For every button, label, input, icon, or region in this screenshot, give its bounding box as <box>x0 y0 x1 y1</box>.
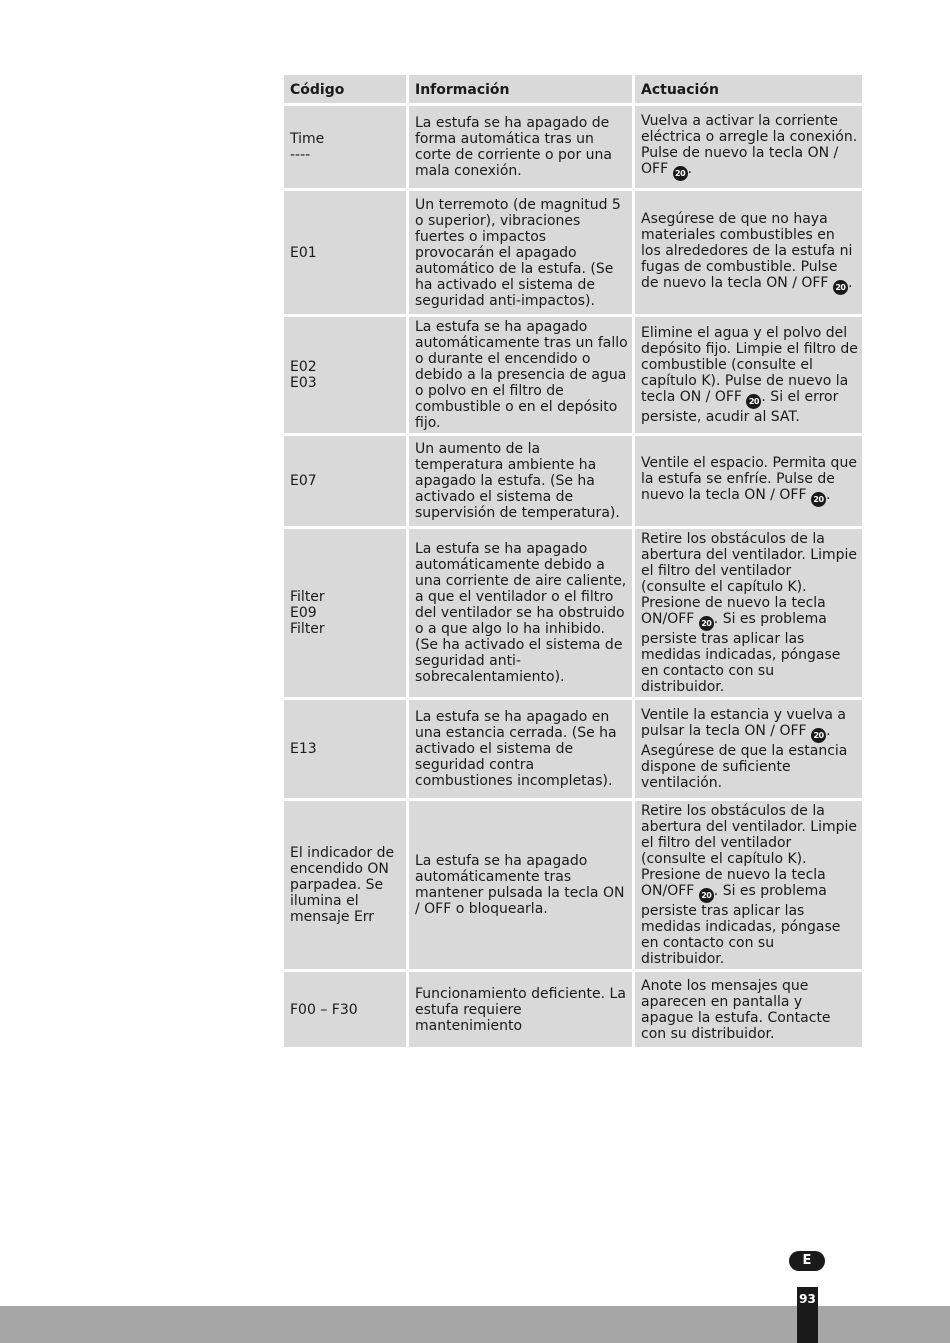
code-cell: E02 E03 <box>284 317 409 436</box>
page-number-tab <box>797 1287 818 1343</box>
table-row <box>284 436 862 529</box>
action-cell: Ventile la estancia y vuelva a pulsar la tecla ON / OFF 20 . Asegúrese de que la estancia dispone de suficiente ventilación. <box>635 700 862 801</box>
table-row <box>284 529 862 700</box>
action-cell: Elimine el agua y el polvo del depósito fijo. Limpie el filtro de combustible (consulte el capítulo K). Pulse de nuevo la tecla ON / OFF 20 . Si el error persiste, acudir al SAT. <box>635 317 862 436</box>
key-20-badge: 20 <box>811 492 826 507</box>
key-20-badge: 20 <box>746 394 761 409</box>
key-20-badge: 20 <box>811 728 826 743</box>
action-cell: Retire los obstáculos de la abertura del ventilador. Limpie el filtro del ventilador (consulte el capítulo K). Presione de nuevo la tecla ON/OFF 20 . Si es problema persiste tras aplicar las medidas indicadas, póngase en contacto con su distribuidor. <box>635 529 862 700</box>
code-cell: Time ---- <box>284 106 409 191</box>
header-info: Información <box>409 75 635 106</box>
table-header-row <box>284 75 862 106</box>
info-cell: Funcionamiento deficiente. La estufa requiere mantenimiento <box>409 972 635 1050</box>
code-cell: El indicador de encendido ON parpadea. Se ilumina el mensaje Err <box>284 801 409 972</box>
action-cell: Retire los obstáculos de la abertura del ventilador. Limpie el filtro del ventilador (consulte el capítulo K). Presione de nuevo la tecla ON/OFF 20 . Si es problema persiste tras aplicar las medidas indicadas, póngase en contacto con su distribuidor. <box>635 801 862 972</box>
info-cell: La estufa se ha apagado automáticamente debido a una corriente de aire caliente, a que el ventilador o el filtro del ventilador se ha obstruido o a que algo lo ha inhibido. (Se ha activado el sistema de seguridad anti-sobrecalentamiento). <box>409 529 635 700</box>
table-row <box>284 106 862 191</box>
info-cell: La estufa se ha apagado de forma automática tras un corte de corriente o por una mala conexión. <box>409 106 635 191</box>
table-row <box>284 317 862 436</box>
table-row <box>284 972 862 1050</box>
code-cell: Filter E09 Filter <box>284 529 409 700</box>
language-badge: E <box>789 1251 825 1271</box>
code-cell: E13 <box>284 700 409 801</box>
info-cell: La estufa se ha apagado automáticamente tras mantener pulsada la tecla ON / OFF o bloquearla. <box>409 801 635 972</box>
error-code-table <box>284 75 862 1050</box>
header-code: Código <box>284 75 409 106</box>
key-20-badge: 20 <box>833 280 848 295</box>
info-cell: Un terremoto (de magnitud 5 o superior), vibraciones fuertes o impactos provocarán el apagado automático de la estufa. (Se ha activado el sistema de seguridad anti-impactos). <box>409 191 635 317</box>
page-number: 93 <box>799 1292 816 1306</box>
action-cell: Vuelva a activar la corriente eléctrica o arregle la conexión. Pulse de nuevo la tecla ON / OFF 20 . <box>635 106 862 191</box>
action-cell: Asegúrese de que no haya materiales combustibles en los alrededores de la estufa ni fugas de combustible. Pulse de nuevo la tecla ON / OFF 20 . <box>635 191 862 317</box>
action-cell: Anote los mensajes que aparecen en pantalla y apague la estufa. Contacte con su distribuidor. <box>635 972 862 1050</box>
table-row <box>284 801 862 972</box>
key-20-badge: 20 <box>699 888 714 903</box>
info-cell: La estufa se ha apagado automáticamente tras un fallo o durante el encendido o debido a la presencia de agua o polvo en el filtro de combustible o en el depósito fijo. <box>409 317 635 436</box>
header-action: Actuación <box>635 75 862 106</box>
info-cell: La estufa se ha apagado en una estancia cerrada. (Se ha activado el sistema de seguridad contra combustiones incompletas). <box>409 700 635 801</box>
key-20-badge: 20 <box>699 616 714 631</box>
info-cell: Un aumento de la temperatura ambiente ha apagado la estufa. (Se ha activado el sistema de supervisión de temperatura). <box>409 436 635 529</box>
code-cell: E07 <box>284 436 409 529</box>
code-cell: F00 – F30 <box>284 972 409 1050</box>
table-row <box>284 700 862 801</box>
action-cell: Ventile el espacio. Permita que la estufa se enfríe. Pulse de nuevo la tecla ON / OFF 20 . <box>635 436 862 529</box>
table-row <box>284 191 862 317</box>
key-20-badge: 20 <box>673 166 688 181</box>
code-cell: E01 <box>284 191 409 317</box>
